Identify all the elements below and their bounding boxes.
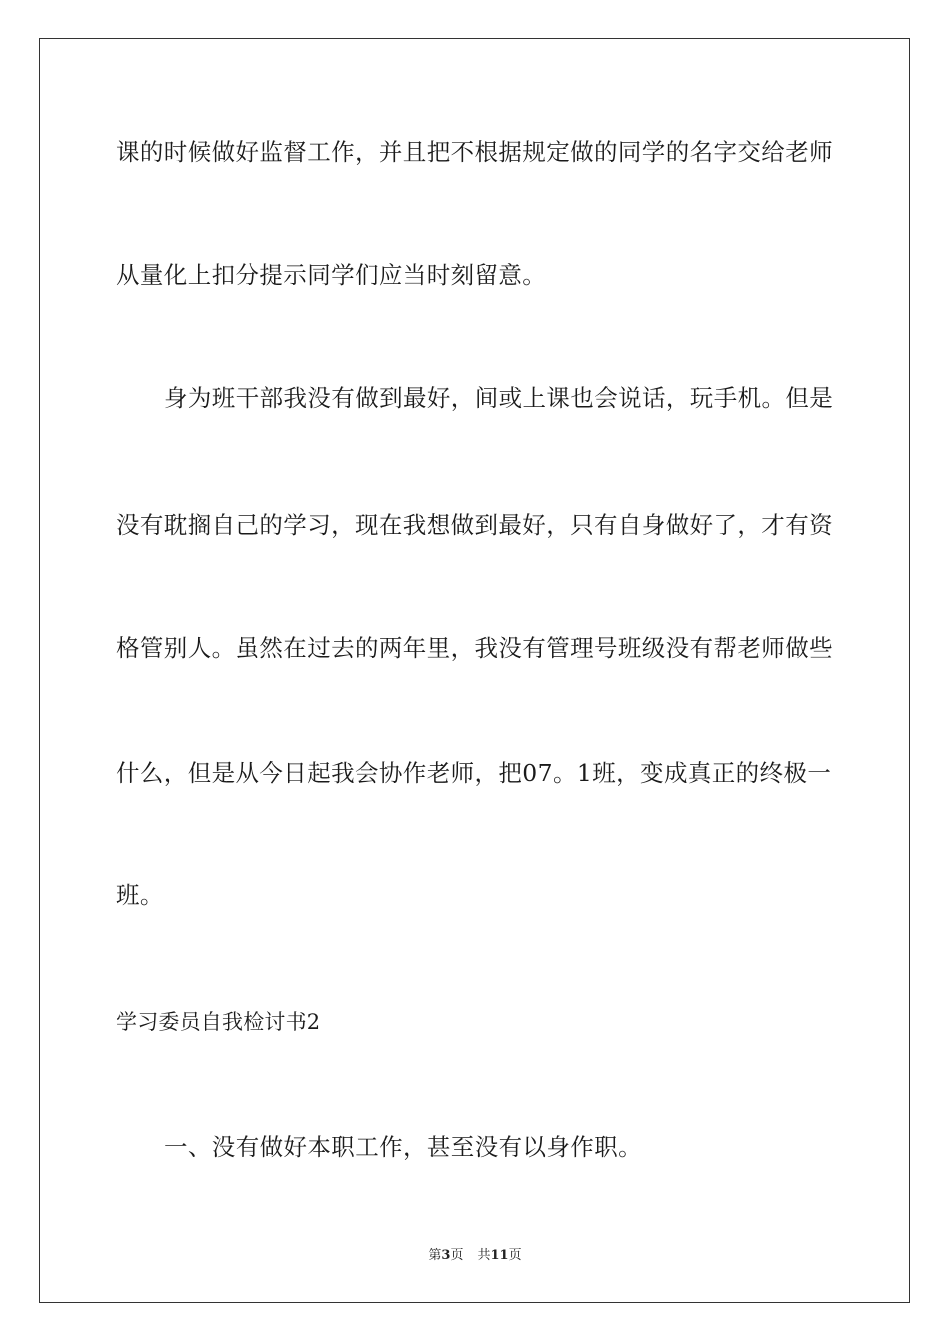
page-footer bbox=[0, 1248, 950, 1264]
footer-total-suffix: 页 bbox=[508, 1248, 522, 1263]
footer-page-suffix: 页 bbox=[450, 1248, 464, 1263]
paragraph-line-1: 课的时候做好监督工作，并且把不根据规定做的同学的名字交给老师 bbox=[116, 138, 833, 166]
paragraph-line-2: 从量化上扣分提示同学们应当时刻留意。 bbox=[116, 261, 547, 289]
footer-total-pages: 11 bbox=[490, 1248, 509, 1263]
paragraph-line-6: 什么，但是从今日起我会协作老师，把07。1班，变成真正的终极一 bbox=[116, 759, 832, 787]
footer-page-prefix: 第 bbox=[428, 1248, 442, 1263]
section-first-line: 一、没有做好本职工作，甚至没有以身作职。 bbox=[164, 1133, 642, 1161]
footer-total-prefix: 共 bbox=[477, 1248, 491, 1263]
paragraph-line-3: 身为班干部我没有做到最好，间或上课也会说话，玩手机。但是 bbox=[164, 384, 834, 412]
paragraph-line-7: 班。 bbox=[116, 881, 164, 909]
section-title: 学习委员自我检讨书2 bbox=[116, 1010, 321, 1034]
footer-page-number: 3 bbox=[441, 1248, 451, 1263]
page-border bbox=[39, 38, 910, 1303]
paragraph-line-5: 格管别人。虽然在过去的两年里，我没有管理号班级没有帮老师做些 bbox=[116, 634, 833, 662]
paragraph-line-4: 没有耽搁自己的学习，现在我想做到最好，只有自身做好了，才有资 bbox=[116, 511, 833, 539]
